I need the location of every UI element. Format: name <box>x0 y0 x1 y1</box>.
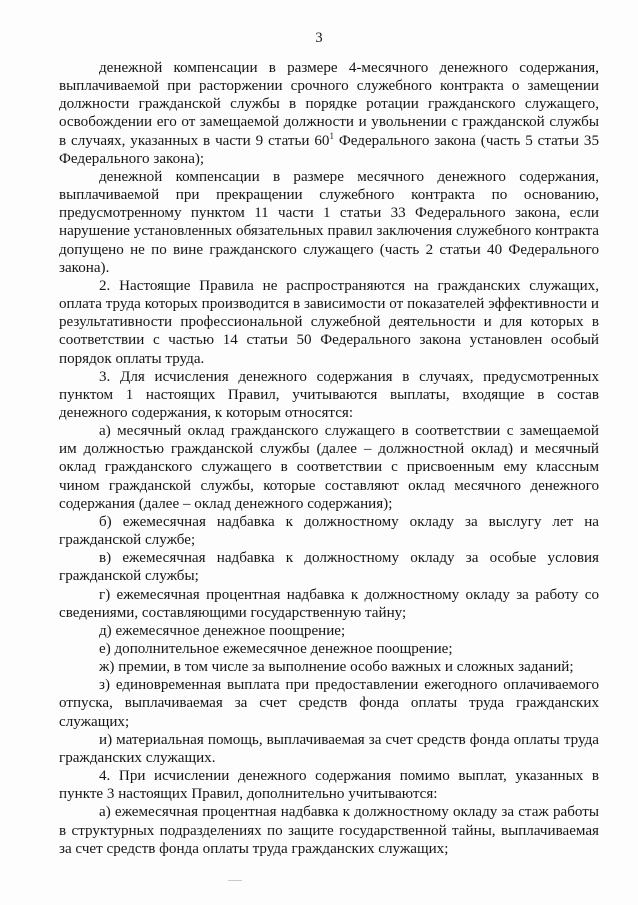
paragraph-compensation-rotation <box>59 59 599 168</box>
paragraph-text: денежной компенсации в размере 4-месячного денежного содержания, выплачиваемой при расторжении срочного служебного контракта о замещении должности гражданской службы в порядке ротации гражданского служащего, освобождении его от замещаемой должности и увольнении с гражданской службы в случаях, указанных в части 9 статьи 60 <box>59 60 599 149</box>
paragraph-text: в) ежемесячная надбавка к должностному окладу за особые условия гражданской службы; <box>59 550 599 585</box>
clause-3-item-e <box>59 640 599 658</box>
paragraph-text: е) дополнительное ежемесячное денежное поощрение; <box>99 641 453 657</box>
paragraph-text: денежной компенсации в размере месячного денежного содержания, выплачиваемой при прекращении служебного контракта по основанию, предусмотренному пунктом 11 части 1 статьи 33 Федерального закона, если нарушение установленных обязательных правил заключения служебного контракта допущено не по вине гражданского служащего (часть 2 статьи 40 Федерального закона). <box>59 168 599 276</box>
paragraph-text: 3. Для исчисления денежного содержания в случаях, предусмотренных пунктом 1 настоящих Правил, учитываются выплаты, входящие в состав денежного содержания, к которым относятся: <box>59 368 599 421</box>
paragraph-text: г) ежемесячная процентная надбавка к должностному окладу за работу со сведениями, составляющими государственную тайну; <box>59 586 599 621</box>
paragraph-text: а) ежемесячная процентная надбавка к должностному окладу за стаж работы в структурных подразделениях по защите государственной тайны, выплачиваемая за счет средств фонда оплаты труда гражданских служащих; <box>59 804 599 857</box>
clause-3-item-b <box>59 513 599 549</box>
paragraph-text: 2. Настоящие Правила не распространяются на гражданских служащих, оплата труда которых производится в зависимости от показателей эффективности и результативности профессиональной служебной деятельности и для которых в соответствии с частью 14 статьи 50 Федерального закона установлен особый порядок оплаты труда. <box>59 277 599 367</box>
clause-3 <box>59 368 599 422</box>
paragraph-text: з) единовременная выплата при предоставлении ежегодного оплачиваемого отпуска, выплачиваемая за счет средств фонда оплаты труда гражданских служащих; <box>59 677 599 730</box>
scan-artifact <box>228 880 242 881</box>
clause-3-item-zh <box>59 658 599 676</box>
clause-3-item-v <box>59 549 599 585</box>
paragraph-text: и) материальная помощь, выплачиваемая за счет средств фонда оплаты труда гражданских служащих. <box>59 731 599 766</box>
paragraph-text: а) месячный оклад гражданского служащего в соответствии с замещаемой им должностью гражданской службы (далее – должностной оклад) и месячный оклад гражданского служащего в соответствии с присвоенным ему классным чином гражданской службы, которые составляют оклад месячного денежного содержания (далее – оклад денежного содержания); <box>59 423 599 512</box>
clause-3-item-d <box>59 622 599 640</box>
clause-3-item-a <box>59 422 599 513</box>
clause-3-item-i <box>59 731 599 767</box>
clause-4-item-a <box>59 803 599 857</box>
paragraph-text-continued: Федерального закона (часть 5 статьи 35 Федерального закона); <box>59 132 599 167</box>
document-body <box>59 59 599 858</box>
paragraph-text: 4. При исчислении денежного содержания помимо выплат, указанных в пункте 3 настоящих Правил, дополнительно учитываются: <box>59 768 599 803</box>
clause-2 <box>59 277 599 368</box>
paragraph-compensation-termination <box>59 168 599 277</box>
clause-3-item-z <box>59 676 599 730</box>
paragraph-text: ж) премии, в том числе за выполнение особо важных и сложных заданий; <box>99 659 574 676</box>
page-number: 3 <box>315 30 323 46</box>
article-superscript: 1 <box>329 130 334 141</box>
clause-4 <box>59 767 599 803</box>
clause-3-item-g <box>59 586 599 622</box>
paragraph-text: д) ежемесячное денежное поощрение; <box>99 622 346 639</box>
paragraph-text: б) ежемесячная надбавка к должностному окладу за выслугу лет на гражданской службе; <box>59 513 599 549</box>
